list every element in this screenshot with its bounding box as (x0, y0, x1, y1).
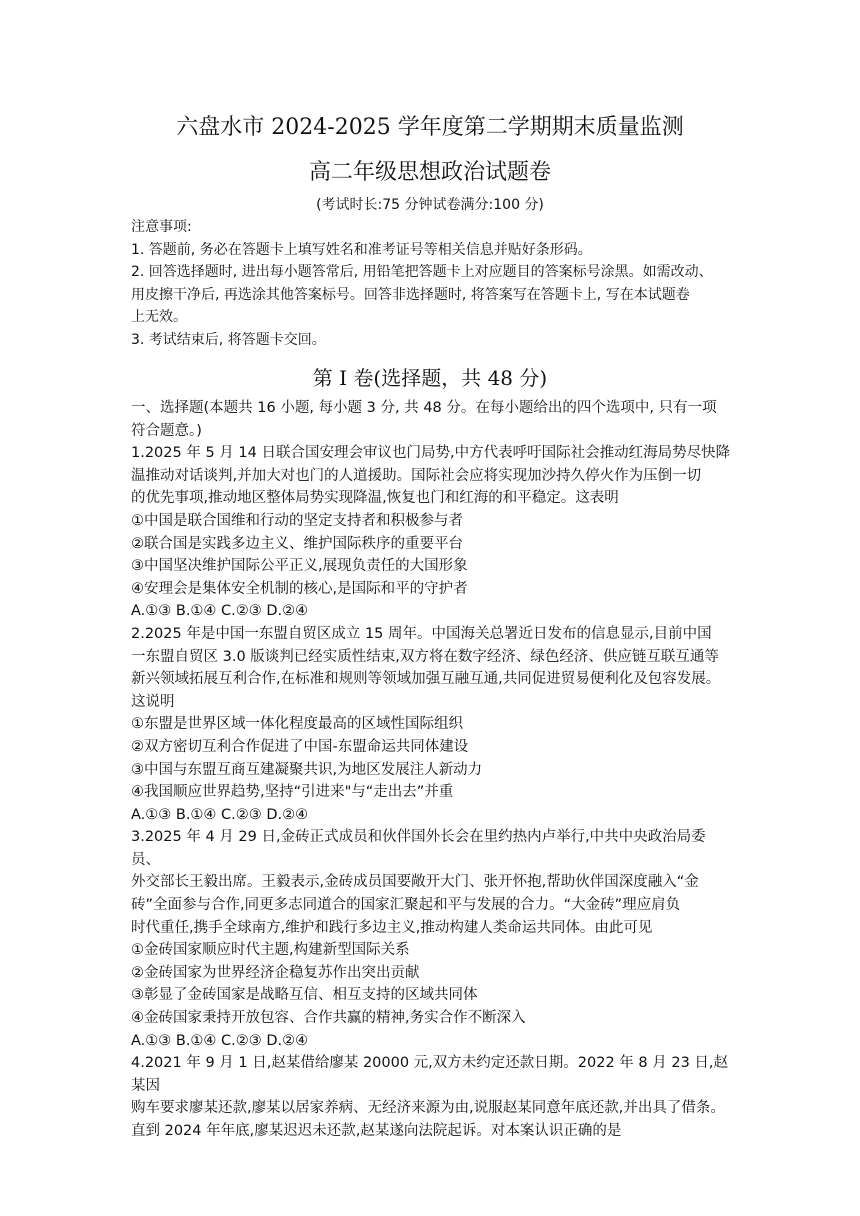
body-line: 购车要求廖某还款,廖某以居家养病、无经济来源为由,说服赵某同意年底还款,并出具了借条。 (131, 1100, 725, 1117)
body-line: 时代重任,携手全球南方,维护和践行多边主义,推动构建人类命运共同体。由此可见 (131, 919, 653, 936)
body-line: 温推动对话谈判,并加大对也门的人道援助。国际社会应将实现加沙持久停火作为压倒一切 (131, 467, 702, 484)
notes-block (131, 216, 731, 351)
exam-title: 六盘水市 2024-2025 学年度第二学期期末质量监测 (176, 115, 684, 140)
notes-item: 上无效。 (131, 309, 187, 325)
body-line: ②双方密切互利合作促进了中国-东盟命运共同体建设 (131, 738, 469, 755)
body-line: ①金砖国家顺应时代主题,构建新型国际关系 (131, 942, 410, 959)
notes-item: 1. 答题前, 务必在答题卡上填写姓名和准考证号等相关信息并贴好条形码。 (131, 241, 592, 258)
body-line: 直到 2024 年年底,廖某迟迟未还款,赵某遂向法院起诉。对本案认识正确的是 (131, 1123, 622, 1139)
body-line: 2.2025 年是中国一东盟自贸区成立 15 周年。中国海关总署近日发布的信息显示,目前中国 (131, 625, 712, 642)
answer-options: A.①③ B.①④ C.②③ D.②④ (131, 1032, 309, 1049)
body-line: ③中国与东盟互商互建凝聚共识,为地区发展注人新动力 (131, 761, 483, 778)
body-line: ①中国是联合国维和行动的坚定支持者和积极参与者 (131, 512, 463, 529)
body-line: ②联合国是实践多边主义、维护国际秩序的重要平台 (131, 535, 463, 552)
body-line: ④我国顺应世界趋势,坚持“引进来"与“走出去”并重 (131, 784, 454, 801)
body-line: 符合题意。) (131, 422, 202, 439)
body-line: ③彰显了金砖国家是战略互信、相互支持的区域共同体 (131, 987, 478, 1004)
body-line: ④安理会是集体安全机制的核心,是国际和平的守护者 (131, 580, 468, 597)
answer-options: A.①③ B.①④ C.②③ D.②④ (131, 603, 309, 620)
body-line: 外交部长王毅出席。王毅表示,金砖成员国要敞开大门、张开怀抱,帮助伙伴国深度融入“金 (131, 874, 699, 891)
body-line: 一、选择题(本题共 16 小题, 每小题 3 分, 共 48 分。在每小题给出的四个选项中, 只有一项 (131, 400, 717, 416)
section-title: 第 I 卷(选择题，共 48 分) (312, 366, 548, 390)
notes-item: 用皮擦干净后, 再选涂其他答案标号。回答非选择题时, 将答案写在答题卡上, 写在本试题卷 (131, 286, 690, 303)
exam-subtitle: 高二年级思想政治试题卷 (308, 160, 551, 185)
body-line: ②金砖国家为世界经济企稳复苏作出突出贡献 (131, 964, 420, 981)
body-line: ④金砖国家秉持开放包容、合作共赢的精神,务实合作不断深入 (131, 1010, 526, 1027)
body-line: 4.2021 年 9 月 1 日,赵某借给廖某 20000 元,双方未约定还款日期。2022 年 8 月 23 日,赵某因 (131, 1055, 729, 1094)
body-line: 一东盟自贸区 3.0 版谈判已经实质性结束,双方将在数字经济、绿色经济、供应链互联互通等 (131, 648, 719, 665)
body-line: 新兴领域拓展互利合作,在标准和规则等领域加强互融互通,共同促进贸易便利化及包容发展。 (131, 671, 721, 688)
body-line: 砖”全面参与合作,同更多志同道合的国家汇聚起和平与发展的合力。“大金砖”理应肩负 (131, 897, 681, 914)
body-line: 的优先事项,推动地区整体局势实现降温,恢复也门和红海的和平稳定。这表明 (131, 490, 619, 507)
notes-item: 2. 回答选择题时, 进出每小题答常后, 用铅笔把答题卡上对应题目的答案标号涂黑。如需改动、 (131, 264, 713, 280)
body-line: 3.2025 年 4 月 29 日,金砖正式成员和伙伴国外长会在里约热内卢举行,中共中央政治局委员、 (131, 829, 706, 868)
body-line: ①东盟是世界区域一体化程度最高的区域性国际组织 (131, 716, 463, 733)
notes-item: 3. 考试结束后, 将答题卡交回。 (131, 331, 326, 348)
answer-options: A.①③ B.①④ C.②③ D.②④ (131, 806, 309, 823)
exam-duration-info: (考试时长:75 分钟试卷满分:100 分) (316, 197, 544, 213)
body-line: ③中国坚决维护国际公平正义,展现负责任的大国形象 (131, 558, 468, 575)
question-body (131, 397, 731, 1143)
body-line: 1.2025 年 5 月 14 日联合国安理会审议也门局势,中方代表呼吁国际社会推动红海局势尽快降 (131, 445, 731, 462)
notes-heading: 注意事项: (131, 219, 192, 235)
body-line: 这说明 (131, 693, 175, 710)
